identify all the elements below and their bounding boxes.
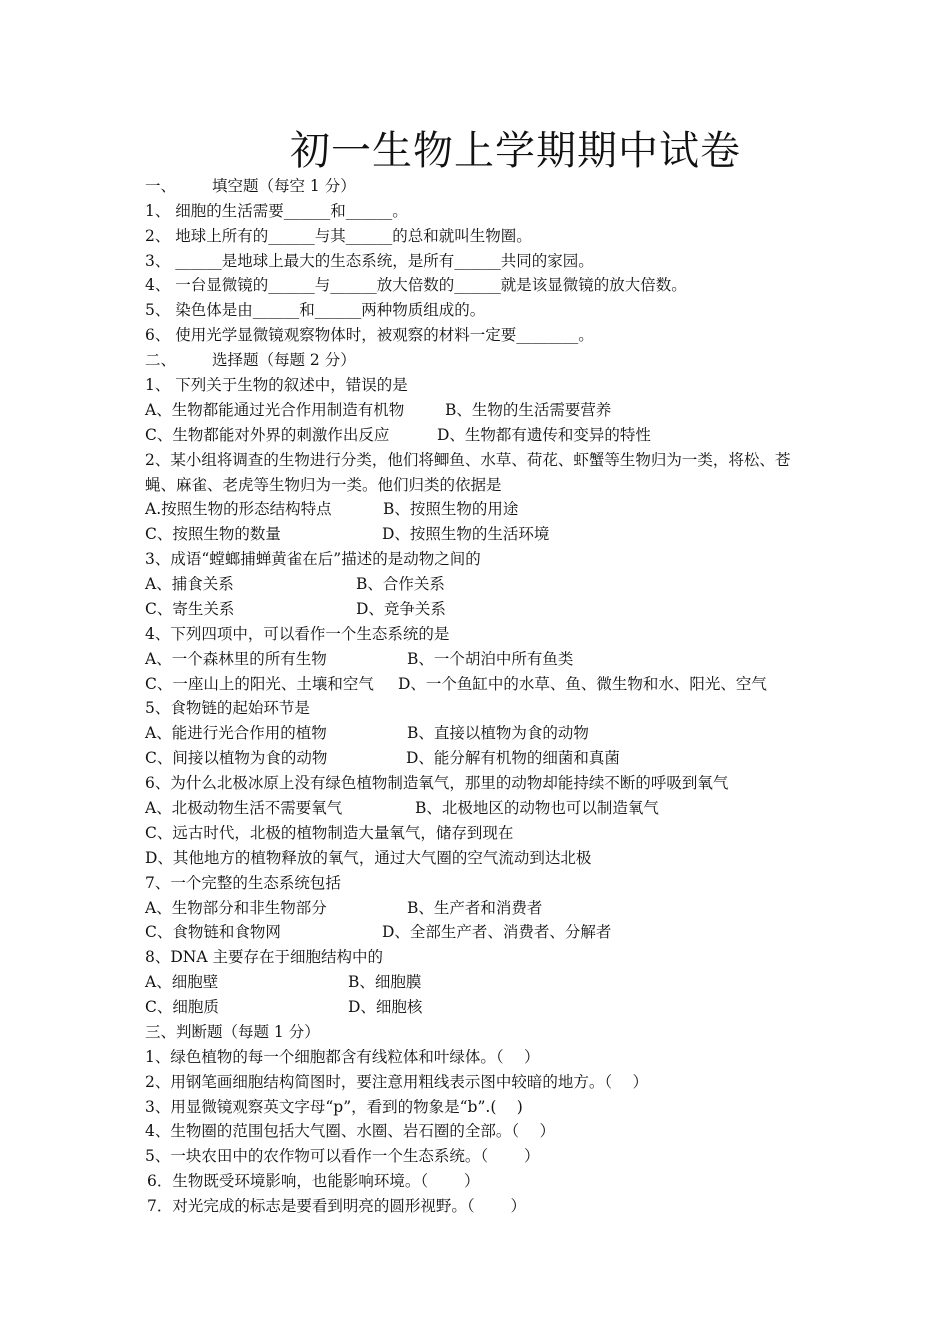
choice-question-1: 1、 下列关于生物的叙述中，错误的是 — [145, 376, 408, 394]
choice-q5-option-d: D、能分解有机物的细菌和真菌 — [406, 749, 620, 767]
fill-question-5: 5、 染色体是由______和______两种物质组成的。 — [145, 301, 486, 319]
judge-question-1: 1、绿色植物的每一个细胞都含有线粒体和叶绿体。（ ） — [145, 1048, 540, 1066]
judge-question-5: 5、一块农田中的农作物可以看作一个生态系统。（ ） — [145, 1147, 540, 1165]
choice-question-5: 5、食物链的起始环节是 — [145, 699, 310, 717]
fill-question-2: 2、 地球上所有的______与其______的总和就叫生物圈。 — [145, 227, 532, 245]
choice-question-3: 3、成语“螳螂捕蝉黄雀在后”描述的是动物之间的 — [145, 550, 481, 568]
choice-q6-option-d: D、其他地方的植物释放的氧气，通过大气圈的空气流动到达北极 — [145, 849, 592, 867]
choice-q8-option-a: A、细胞壁 — [145, 973, 219, 991]
choice-q1-option-b: B、生物的生活需要营养 — [445, 401, 612, 419]
judge-question-6: 6．生物既受环境影响，也能影响环境。（ ） — [147, 1172, 480, 1190]
choice-q5-option-b: B、直接以植物为食的动物 — [407, 724, 589, 742]
choice-question-6: 6、为什么北极冰原上没有绿色植物制造氧气，那里的动物却能持续不断的呼吸到氧气 — [145, 774, 729, 792]
fill-question-1: 1、 细胞的生活需要______和______。 — [145, 202, 408, 220]
choice-q6-row1 — [145, 797, 659, 819]
page-title: 初一生物上学期期中试卷 — [290, 128, 741, 174]
choice-q7-row1 — [145, 897, 543, 919]
choice-q1-row2 — [145, 424, 651, 446]
choice-q1-option-c: C、生物都能对外界的刺激作出反应 — [145, 426, 390, 444]
choice-q3-option-b: B、合作关系 — [356, 575, 445, 593]
judge-question-4: 4、生物圈的范围包括大气圈、水圈、岩石圈的全部。（ ） — [145, 1122, 556, 1140]
section2-heading-text: 选择题（每题 2 分） — [212, 351, 356, 369]
choice-q8-option-c: C、细胞质 — [145, 998, 219, 1016]
choice-q8-option-d: D、细胞核 — [348, 998, 423, 1016]
fill-question-3: 3、 ______是地球上最大的生态系统，是所有______共同的家园。 — [145, 252, 594, 270]
choice-q6-option-b: B、北极地区的动物也可以制造氧气 — [415, 799, 659, 817]
judge-question-3: 3、用显微镜观察英文字母“p”，看到的物象是“b”.( ) — [145, 1098, 523, 1116]
choice-q8-row2 — [145, 996, 423, 1018]
choice-q5-row2 — [145, 747, 620, 769]
choice-q7-option-a: A、生物部分和非生物部分 — [145, 899, 327, 917]
choice-q1-option-a: A、生物都能通过光合作用制造有机物 — [145, 401, 405, 419]
choice-q7-option-c: C、食物链和食物网 — [145, 923, 281, 941]
choice-q4-row2 — [145, 673, 767, 695]
choice-q4-option-d: D、一个鱼缸中的水草、鱼、微生物和水、阳光、空气 — [398, 675, 767, 693]
choice-q8-row1 — [145, 971, 422, 993]
choice-q6-option-a: A、北极动物生活不需要氧气 — [145, 799, 343, 817]
fill-question-4: 4、 一台显微镜的______与______放大倍数的______就是该显微镜的放大倍数。 — [145, 276, 687, 294]
section2-heading-number: 二、 — [145, 351, 177, 369]
choice-q5-option-c: C、间接以植物为食的动物 — [145, 749, 328, 767]
choice-q7-row2 — [145, 921, 612, 943]
choice-q1-row1 — [145, 399, 612, 421]
fill-question-6: 6、 使用光学显微镜观察物体时，被观察的材料一定要________。 — [145, 326, 594, 344]
choice-q4-option-c: C、一座山上的阳光、土壤和空气 — [145, 675, 374, 693]
section1-heading — [145, 175, 356, 197]
choice-q4-option-b: B、一个胡泊中所有鱼类 — [407, 650, 574, 668]
section2-heading — [145, 349, 356, 371]
choice-q2-option-a: A.按照生物的形态结构特点 — [145, 500, 332, 518]
choice-q4-row1 — [145, 648, 574, 670]
choice-q5-option-a: A、能进行光合作用的植物 — [145, 724, 327, 742]
choice-q2-option-d: D、按照生物的生活环境 — [382, 525, 550, 543]
choice-q3-option-a: A、捕食关系 — [145, 575, 234, 593]
choice-q3-option-d: D、竞争关系 — [356, 600, 446, 618]
choice-q2-row1 — [145, 498, 519, 520]
section1-heading-number: 一、 — [145, 177, 177, 195]
choice-q4-option-a: A、一个森林里的所有生物 — [145, 650, 327, 668]
choice-question-7: 7、一个完整的生态系统包括 — [145, 874, 341, 892]
choice-q3-option-c: C、寄生关系 — [145, 600, 235, 618]
choice-question-4: 4、下列四项中，可以看作一个生态系统的是 — [145, 625, 450, 643]
judge-question-2: 2、用钢笔画细胞结构简图时，要注意用粗线表示图中较暗的地方。（ ） — [145, 1073, 649, 1091]
choice-q3-row2 — [145, 598, 446, 620]
choice-q7-option-d: D、全部生产者、消费者、分解者 — [382, 923, 612, 941]
section3-heading: 三、判断题（每题 1 分） — [145, 1023, 320, 1041]
choice-question-2-line1: 2、某小组将调查的生物进行分类，他们将鲫鱼、水草、荷花、虾蟹等生物归为一类，将松、苍 — [145, 451, 791, 469]
choice-q5-row1 — [145, 722, 589, 744]
choice-q7-option-b: B、生产者和消费者 — [407, 899, 543, 917]
choice-q6-option-c: C、远古时代，北极的植物制造大量氧气，储存到现在 — [145, 824, 514, 842]
choice-q2-option-b: B、按照生物的用途 — [383, 500, 519, 518]
section1-heading-text: 填空题（每空 1 分） — [212, 177, 356, 195]
choice-q2-row2 — [145, 523, 550, 545]
choice-question-2-line2: 蝇、麻雀、老虎等生物归为一类。他们归类的依据是 — [145, 476, 502, 494]
choice-q2-option-c: C、按照生物的数量 — [145, 525, 281, 543]
choice-q1-option-d: D、生物都有遗传和变异的特性 — [437, 426, 651, 444]
choice-q8-option-b: B、细胞膜 — [348, 973, 422, 991]
choice-q3-row1 — [145, 573, 445, 595]
judge-question-7: 7．对光完成的标志是要看到明亮的圆形视野。（ ） — [147, 1197, 527, 1215]
choice-question-8: 8、DNA 主要存在于细胞结构中的 — [145, 948, 383, 966]
